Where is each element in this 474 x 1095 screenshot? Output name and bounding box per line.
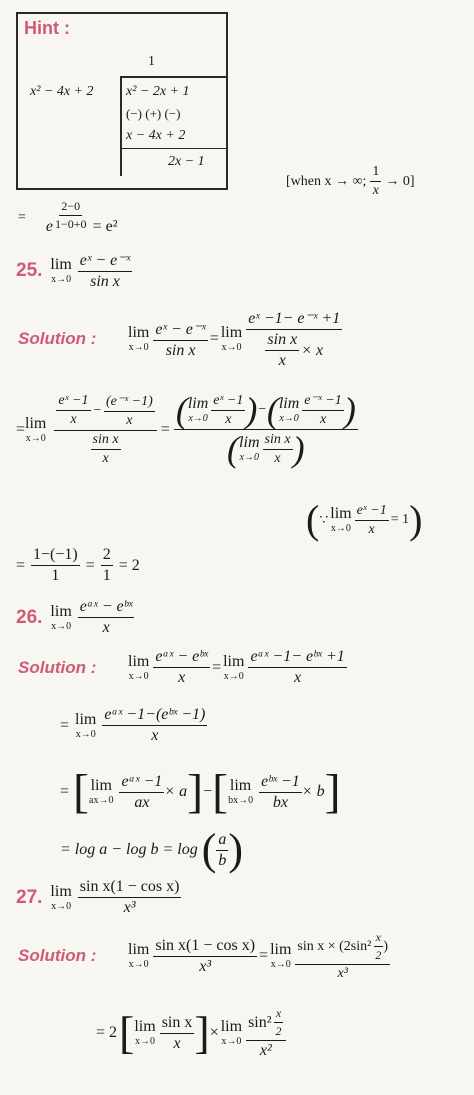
hint-note-fraction bbox=[370, 164, 381, 199]
step4-text: = log a − log b = log bbox=[60, 841, 198, 858]
r1-den: x bbox=[225, 411, 232, 427]
numerator: eˣ −1− e⁻ˣ +1 bbox=[246, 308, 342, 330]
numerator: eˣ − e⁻ˣ bbox=[153, 319, 207, 341]
inner-den: x bbox=[278, 352, 286, 369]
solution-25-line2: = lim x→0 $\frac{\text{eˣ −1}}{x}$ − $\frac{\text{(e⁻ˣ −1)}}{x}$ $\frac{\text{sin x}}{x}$ = ( lim x→0 $\frac{\text{eˣ −1}}{x}$ ) − ( lim x→0 $\frac{\text{e⁻ˣ −1}}{x}$ ) ( lim x→0 $\frac{\text{sin x}}{x}$ ) bbox=[16, 390, 356, 469]
solution-25-because: ( ∵ lim x→0 $\frac{\text{eˣ −1}}{x}$ = 1 ) bbox=[306, 497, 423, 542]
a-num: eˣ −1 bbox=[56, 393, 90, 411]
result-line bbox=[18, 200, 117, 236]
final-num: 1−(−1) bbox=[31, 546, 80, 566]
a-tail: × a bbox=[164, 783, 188, 800]
step2-num: sin x bbox=[160, 1014, 195, 1034]
because-num: eˣ −1 bbox=[355, 503, 389, 521]
final-mid-num: 2 bbox=[101, 546, 113, 566]
step4-den: b bbox=[218, 851, 227, 869]
denominator: x bbox=[151, 727, 159, 744]
fraction bbox=[78, 250, 132, 291]
result-exponent bbox=[53, 199, 89, 232]
numerator bbox=[295, 930, 390, 965]
numerator: eᵃˣ − eᵇˣ bbox=[153, 648, 210, 668]
step2-num2 bbox=[246, 1006, 285, 1041]
inner-tail: × x bbox=[301, 341, 324, 359]
denominator bbox=[263, 330, 325, 370]
question-27 bbox=[16, 878, 181, 917]
lim-sub: ax→0 bbox=[89, 795, 114, 806]
result-exp-den: 1−0+0 bbox=[55, 216, 87, 231]
rhs-frac-den: 2 bbox=[375, 948, 382, 962]
because-den: x bbox=[368, 521, 375, 537]
b-num: (e⁻ˣ −1) bbox=[104, 393, 155, 412]
lim-sub: x→0 bbox=[51, 620, 72, 632]
because-symbol: ∵ bbox=[319, 512, 329, 528]
hint-note-end: → 0] bbox=[385, 173, 415, 189]
solution-26-line3: = [ lim ax→0 eᵃˣ −1 ax × a ] − [ lim bx→0 eᵇˣ −1 bx × b ] bbox=[60, 765, 341, 818]
rhs-close: ) bbox=[383, 938, 389, 954]
hint-divider bbox=[122, 148, 226, 149]
denominator: x³ bbox=[123, 899, 136, 916]
question-number: 27. bbox=[16, 886, 43, 908]
because-tail: = 1 bbox=[390, 512, 410, 527]
rhs-frac-num: x bbox=[374, 930, 383, 947]
fraction bbox=[54, 393, 156, 467]
question-number: 25. bbox=[16, 259, 43, 281]
r2-num: e⁻ˣ −1 bbox=[302, 392, 344, 411]
final-den: 1 bbox=[51, 567, 60, 584]
hint-note-den: x bbox=[372, 183, 379, 198]
step2-den2: x² bbox=[259, 1042, 272, 1059]
rhs-num-text: sin x × (2sin² bbox=[297, 938, 372, 954]
solution-27-line1: Solution : lim x→0 $\frac{\text{sin x(1 − cos x)}}{\text{x³}}$ = lim x→0 sin x × (2sin² $\frac{x}{2}$ ) x³ bbox=[18, 930, 389, 981]
result-eq: = bbox=[18, 210, 26, 225]
step4-num: a bbox=[216, 831, 228, 851]
solution-25-line1: Solution : lim x→0 $\frac{\text{eˣ − e⁻ˣ}}{\text{sin x}}$ = lim x→0 eˣ −1− e⁻ˣ +1 $\frac{\text{sin x}}{x}$ × x bbox=[18, 310, 341, 369]
hint-subtract: x − 4x + 2 bbox=[126, 128, 186, 143]
lim-sub: bx→0 bbox=[228, 795, 254, 806]
limit bbox=[50, 257, 71, 285]
fraction bbox=[174, 392, 358, 467]
rd-num: sin x bbox=[263, 432, 293, 450]
result-exp-num: 2−0 bbox=[59, 199, 82, 216]
b-den: x bbox=[126, 412, 133, 428]
solution-label: Solution : bbox=[18, 329, 97, 348]
hint-divisor: x² − 4x + 2 bbox=[30, 84, 94, 99]
denominator: ( lim x→0 $\frac{\text{sin x}}{x}$ ) bbox=[227, 429, 305, 469]
numerator: sin x(1 − cos x) bbox=[78, 878, 182, 898]
inner-num: sin x bbox=[265, 331, 299, 351]
question-number: 26. bbox=[16, 606, 43, 628]
numerator: eᵃˣ − eᵇˣ bbox=[78, 598, 135, 618]
solution-26-line4: = log a − log b = log ( $\frac{a}{b}$ ) bbox=[60, 825, 244, 874]
denominator: sin x bbox=[165, 341, 196, 359]
solution-label: Solution : bbox=[18, 946, 97, 965]
denominator: x³ bbox=[337, 966, 348, 981]
hint-quotient: 1 bbox=[148, 54, 155, 69]
denominator: sin x bbox=[90, 273, 120, 290]
lim-word: lim bbox=[50, 602, 72, 620]
r1-num: eˣ −1 bbox=[211, 393, 245, 411]
hint-title: Hint : bbox=[24, 18, 70, 38]
frac-num: x bbox=[274, 1006, 283, 1023]
numerator: eᵃˣ −1−(eᵇˣ −1) bbox=[102, 706, 207, 726]
question-26 bbox=[16, 598, 134, 637]
denominator: x bbox=[178, 669, 186, 686]
solution-25-final: = $\frac{1-(-1)}{1}$ = $\frac{2}{1}$ = 2 bbox=[16, 546, 140, 584]
solution-26-line1: Solution : lim x→0 eᵃˣ − eᵇˣ x = lim x→0 eᵃˣ −1− eᵇˣ +1 x bbox=[18, 648, 345, 686]
solution-27-line2: = 2 [ lim x→0 $\frac{\text{sin x}}{x}$ ] × lim x→0 sin² $\frac{x}{2}$ x² bbox=[96, 1006, 286, 1060]
step2-den: x bbox=[173, 1034, 181, 1052]
hint-remainder: 2x − 1 bbox=[168, 154, 205, 169]
numerator: eˣ − e⁻ˣ bbox=[78, 250, 132, 272]
fraction bbox=[246, 308, 342, 370]
fraction bbox=[78, 598, 135, 637]
b-num: eᵇˣ −1 bbox=[259, 773, 302, 793]
fraction bbox=[153, 319, 207, 360]
hint-note-num: 1 bbox=[370, 164, 381, 182]
solution-label: Solution : bbox=[18, 657, 97, 677]
hint-signs: (−) (+) (−) bbox=[126, 106, 181, 121]
numerator: $\frac{\text{eˣ −1}}{x}$ − $\frac{\text{(e⁻ˣ −1)}}{x}$ bbox=[54, 393, 156, 431]
hint-note bbox=[286, 164, 415, 199]
lim-word: lim bbox=[50, 882, 72, 900]
hint-box bbox=[16, 12, 228, 190]
lim-word: lim bbox=[50, 255, 72, 273]
lim-sub: x→0 bbox=[51, 273, 72, 285]
frac-den: 2 bbox=[275, 1024, 282, 1038]
denominator bbox=[89, 431, 123, 467]
a-den: ax bbox=[134, 793, 150, 811]
b-den: bx bbox=[272, 793, 288, 811]
numerator: ( lim x→0 $\frac{\text{eˣ −1}}{x}$ ) − ( lim x→0 $\frac{\text{e⁻ˣ −1}}{x}$ ) bbox=[175, 390, 356, 430]
hint-dividend: x² − 2x + 1 bbox=[126, 84, 190, 99]
den-den: x bbox=[102, 450, 109, 466]
den-num: sin x bbox=[91, 432, 121, 450]
b-tail: × b bbox=[301, 783, 325, 800]
numerator: eᵃˣ −1− eᵇˣ +1 bbox=[248, 648, 346, 668]
a-num: eᵃˣ −1 bbox=[119, 773, 164, 793]
numerator: sin x(1 − cos x) bbox=[153, 937, 257, 957]
a-den: x bbox=[70, 412, 77, 427]
final-tail: = 2 bbox=[118, 556, 140, 574]
denominator: x bbox=[294, 669, 302, 686]
question-25 bbox=[16, 250, 132, 291]
lim-sub: x→0 bbox=[51, 900, 72, 912]
final-mid-den: 1 bbox=[102, 567, 111, 584]
step2-num2-text: sin² bbox=[248, 1013, 272, 1031]
rd-den: x bbox=[274, 450, 281, 466]
r2-den: x bbox=[319, 412, 327, 427]
denominator: x³ bbox=[199, 957, 212, 975]
hint-note-text: [when x → ∞; bbox=[286, 173, 367, 189]
result-base: e bbox=[45, 218, 54, 235]
solution-26-line2: = lim x→0 eᵃˣ −1−(eᵇˣ −1) x bbox=[60, 706, 206, 744]
denominator: x bbox=[102, 619, 110, 636]
step2-pre: = 2 bbox=[96, 1024, 118, 1041]
result-tail: = e² bbox=[92, 218, 118, 235]
